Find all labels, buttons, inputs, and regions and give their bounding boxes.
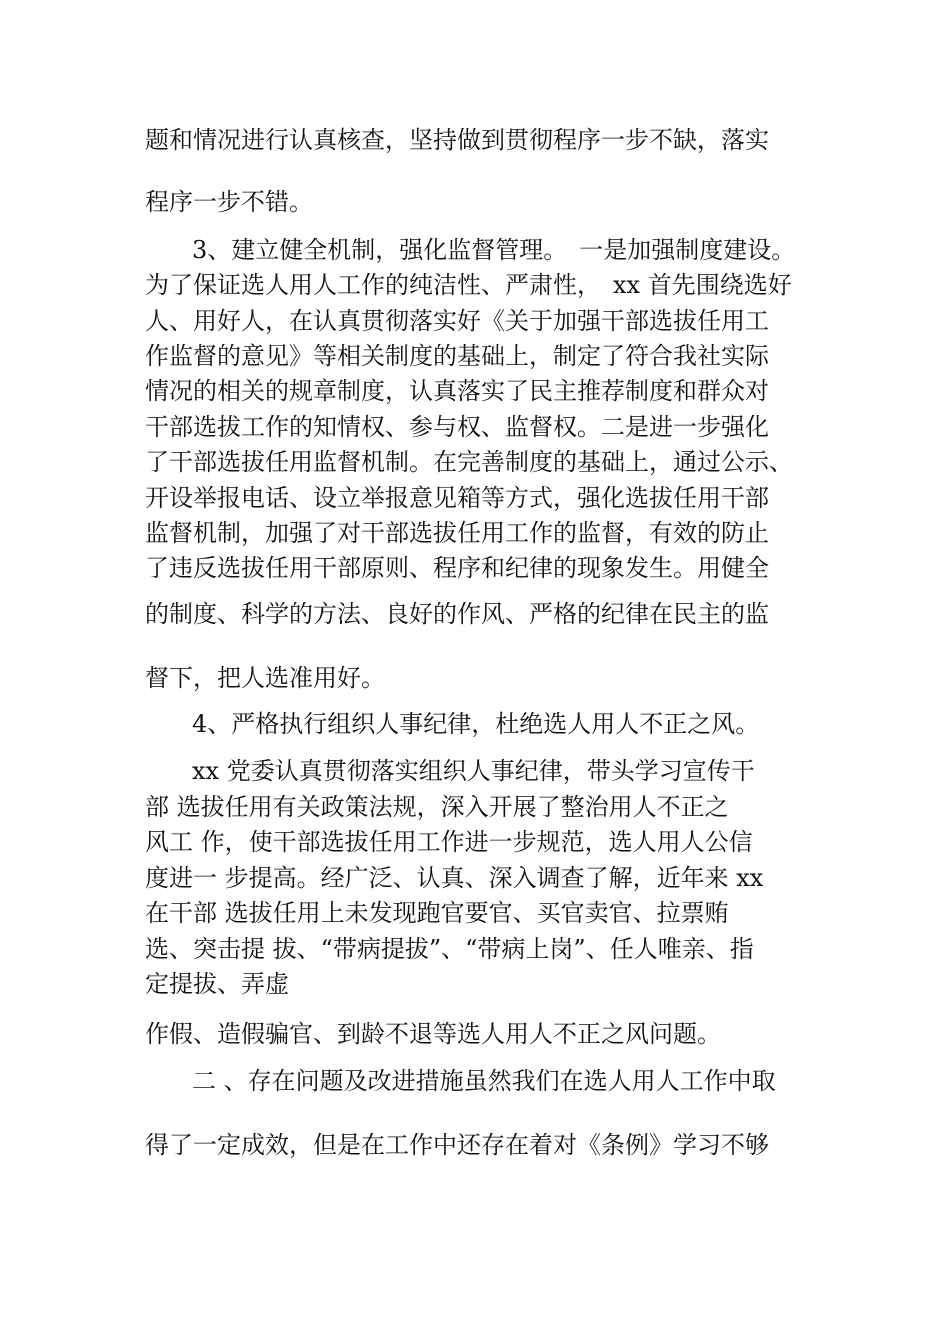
text-line: 干部选拔工作的知情权、参与权、监督权。二是进一步强化	[145, 413, 769, 441]
text-line: xx 党委认真贯彻落实组织人事纪律，带头学习宣传干	[192, 757, 755, 785]
text-line: 得了一定成效，但是在工作中还存在着对《条例》学习不够	[145, 1131, 769, 1159]
text-line: 题和情况进行认真核查，坚持做到贯彻程序一步不缺，落实	[145, 126, 769, 154]
text-line: 度进一 步提高。经广泛、认真、深入调查了解，近年来 xx	[145, 864, 764, 892]
text-line: 开设举报电话、设立举报意见箱等方式，强化选拔任用干部	[145, 484, 769, 512]
text-line: 4、严格执行组织人事纪律，杜绝选人用人不正之风。	[192, 710, 760, 738]
text-line: 了干部选拔任用监督机制。在完善制度的基础上，通过公示、	[145, 448, 793, 476]
text-line: 为了保证选人用人工作的纯洁性、严肃性， xx 首先围绕选好	[145, 271, 792, 299]
text-line: 定提拔、弄虚	[145, 970, 289, 998]
text-line: 在干部 选拔任用上未发现跑官要官、买官卖官、拉票贿	[145, 899, 729, 927]
text-line: 程序一步不错。	[145, 188, 313, 216]
text-line: 作假、造假骗官、到龄不退等选人用人不正之风问题。	[145, 1020, 721, 1048]
text-line: 选、突击提 拔、“带病提拔”、“带病上岗”、任人唯亲、指	[145, 935, 754, 963]
text-line: 情况的相关的规章制度，认真落实了民主推荐制度和群众对	[145, 377, 769, 405]
text-line: 3、建立健全机制，强化监督管理。 一是加强制度建设。	[192, 236, 796, 264]
text-line: 监督机制，加强了对干部选拔任用工作的监督，有效的防止	[145, 519, 769, 547]
text-line: 二 、存在问题及改进措施虽然我们在选人用人工作中取	[192, 1067, 776, 1095]
text-line: 督下，把人选准用好。	[145, 664, 385, 692]
text-line: 作监督的意见》等相关制度的基础上，制定了符合我社实际	[145, 342, 769, 370]
text-line: 部 选拔任用有关政策法规，深入开展了整治用人不正之	[145, 793, 729, 821]
text-line: 风工 作，使干部选拔任用工作进一步规范，选人用人公信	[145, 828, 753, 856]
text-line: 的制度、科学的方法、良好的作风、严格的纪律在民主的监	[145, 600, 769, 628]
text-line: 人、用好人，在认真贯彻落实好《关于加强干部选拔任用工	[145, 307, 769, 335]
text-line: 了违反选拔任用干部原则、程序和纪律的现象发生。用健全	[145, 554, 769, 582]
